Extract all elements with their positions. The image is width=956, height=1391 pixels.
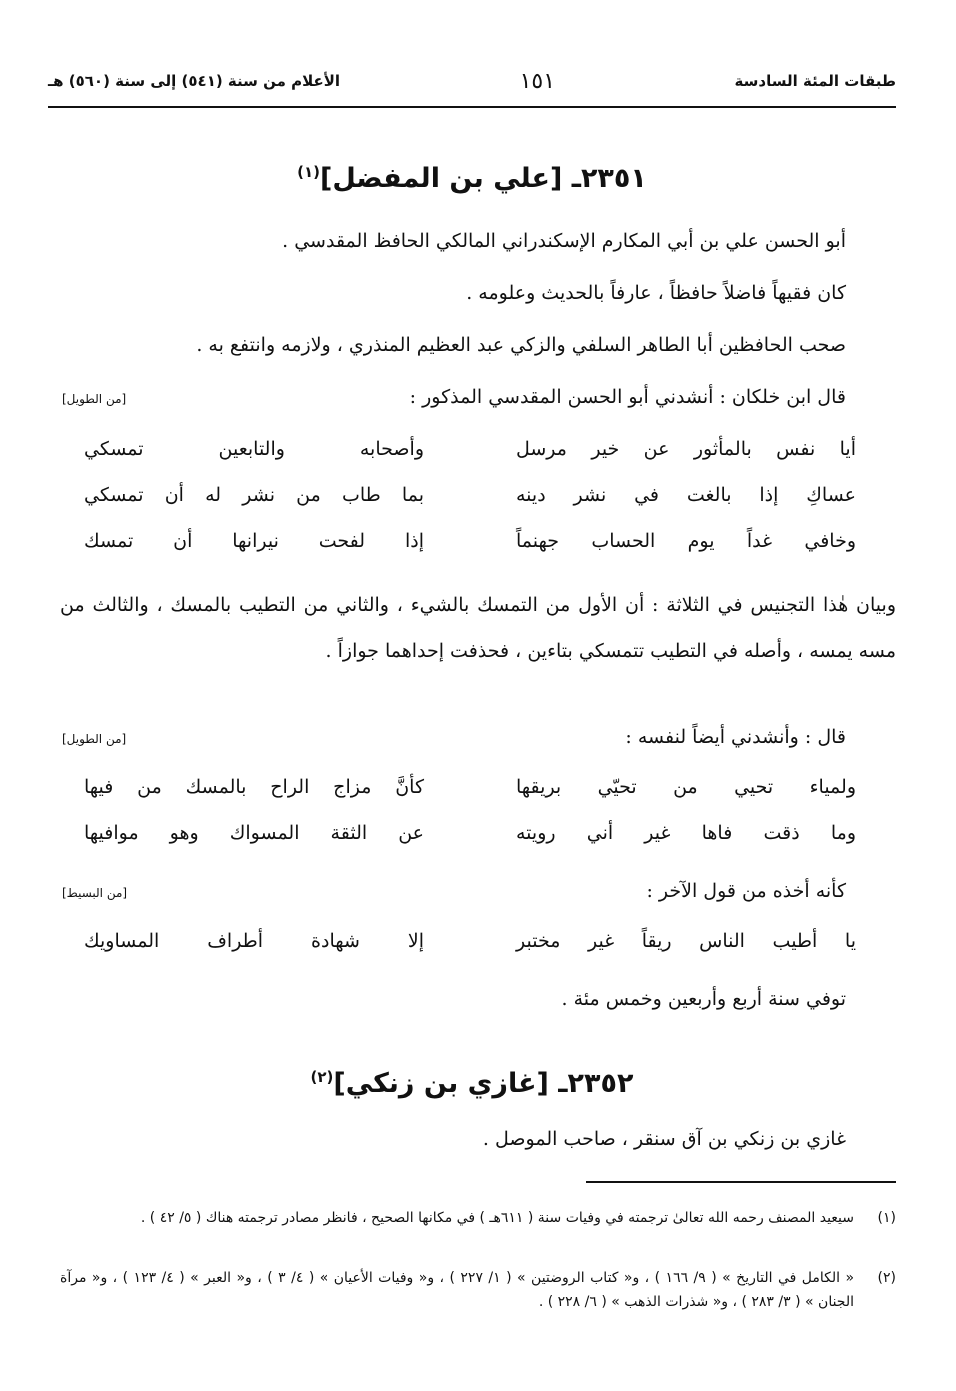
footnote-number: (٢) [877,1270,896,1286]
verse-second-hemistich: وأصحابه والتابعين تمسكي [84,438,424,460]
verse-first-hemistich: يا أطيب الناس ريقاً غير مختبر [516,930,856,952]
meter-label: [من البسيط] [62,886,128,900]
verse-line [84,484,856,530]
explanation-paragraph: وبيان هٰذا التجنيس في الثلاثة : أن الأول من التمسك بالشيء ، والثاني من التطيب بالمسك ، والثالث من مسه يمسه ، وأصله في التطيب تتمسكي بتاءين ، فحذفت إحداهما جوازاً . [60,594,896,662]
verse-first-hemistich: وما ذقت فاها غير أني رويته [516,822,856,844]
text-line: قال : وأنشدني أيضاً لنفسه : [625,726,846,748]
footnote-rule [586,1181,896,1183]
running-header [48,64,896,98]
footnote-ref: (٢) [310,1068,334,1086]
meter-label: [من الطويل] [62,732,127,746]
verse-second-hemistich: إلا شهادة أطراف المساويك [84,930,424,952]
entry-title-text: ٢٣٥١ـ [علي بن المفضل] [319,163,647,194]
text-line: أبو الحسن علي بن أبي المكارم الإسكندراني المالكي الحافظ المقدسي . [282,230,846,252]
verse-line [84,530,856,576]
meter-label: [من الطويل] [62,392,127,406]
page-number: ١٥١ [519,68,556,94]
verse-first-hemistich: ولمياء تحيي من تحيّي بريقها [516,776,856,798]
text-line: كان فقيهاً فاضلاً حافظاً ، عارفاً بالحديث وعلومه . [466,282,846,304]
verse-second-hemistich: كأنَّ مزاج الراح بالمسك من فيها [84,776,424,798]
verse-second-hemistich: عن الثقة المسواك وهو موافيها [84,822,424,844]
verse-line [84,438,856,484]
header-rule [48,106,896,108]
header-volume-range: الأعلام من سنة (٥٤١) إلى سنة (٥٦٠) هـ [48,72,341,90]
footnote-ref: (١) [297,163,320,181]
footnote [60,1206,896,1230]
text-line: صحب الحافظين أبا الطاهر السلفي والزكي عبد العظيم المنذري ، ولازمه وانتفع به . [196,334,846,356]
text-line: قال ابن خلكان : أنشدني أبو الحسن المقدسي المذكور : [409,386,846,408]
footnote-text: سيعيد المصنف رحمه الله تعالىٰ ترجمته في وفيات سنة ( ٦١١هـ ) في مكانها الصحيح ، فانظر مصادر ترجمته هناك ( ٥/ ٤٢ ) . [140,1210,854,1226]
verse-second-hemistich: إذا لفحت نيرانها أن تمسك [84,530,424,552]
footnote [60,1266,896,1314]
verse-line [84,776,856,822]
verse-line [84,822,856,868]
text-line: غازي بن زنكي بن آق سنقر ، صاحب الموصل . [482,1128,846,1150]
entry-title-text: ٢٣٥٢ـ [غازي بن زنكي] [333,1068,634,1099]
verse-line [84,930,856,976]
verse-first-hemistich: عساكِ إذا بالغت في نشر دينه [516,484,856,506]
text-line: توفي سنة أربع وأربعين وخمس مئة . [561,988,846,1010]
entry-title-2351 [48,163,896,194]
entry-title-2352 [48,1068,896,1099]
verse-first-hemistich: وخافي غداً يوم الحساب جهنماً [516,530,856,552]
text-line: كأنه أخذه من قول الآخر : [646,880,846,902]
footnote-text: « الكامل في التاريخ » ( ٩/ ١٦٦ ) ، و« كتاب الروضتين » ( ١/ ٢٢٧ ) ، و« وفيات الأعيان » ( ٤/ ٣ ) ، و« العبر » ( ٤/ ١٢٣ ) ، و« مرآة الجنان » ( ٣/ ٢٨٣ ) ، و« شذرات الذهب » ( ٦/ ٢٢٨ ) . [60,1270,855,1310]
verse-second-hemistich: بما طاب من نشر له أن تمسكي [84,484,424,506]
header-section-title: طبقات المئة السادسة [734,72,896,90]
verse-first-hemistich: أيا نفس بالمأثور عن خير مرسل [516,438,856,460]
footnote-number: (١) [877,1210,896,1226]
